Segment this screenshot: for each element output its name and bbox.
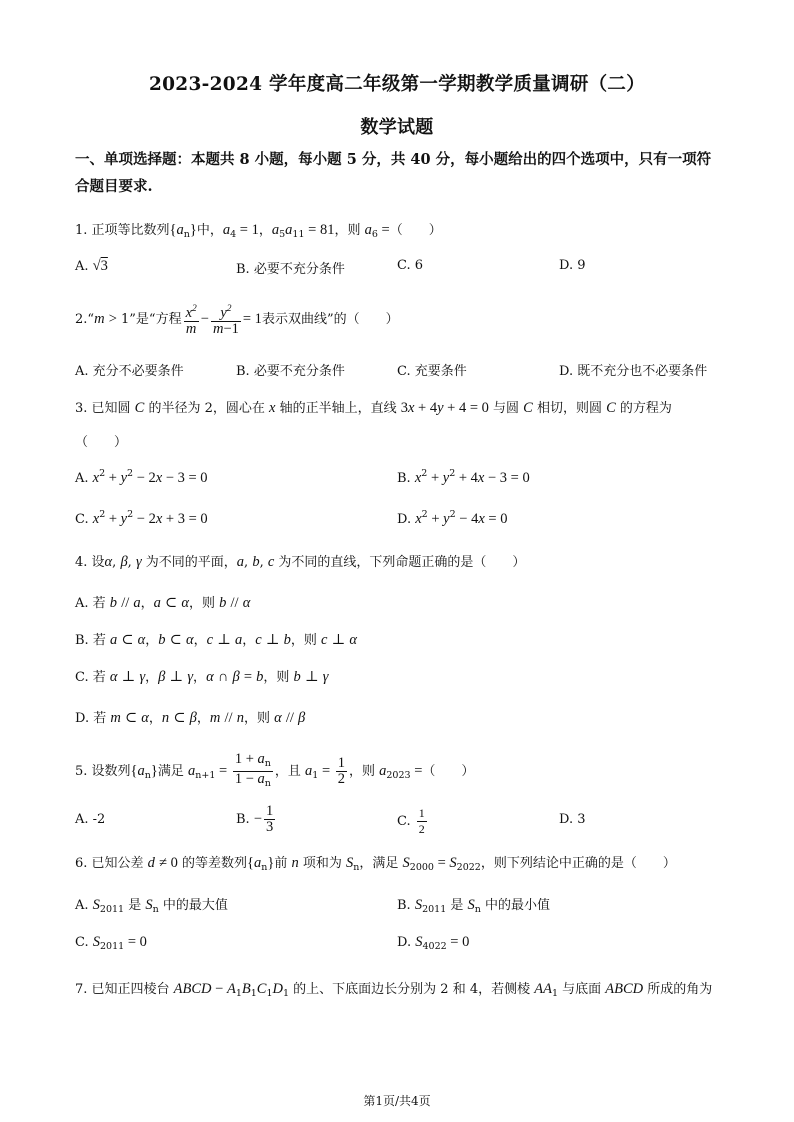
q1-option-a: A. √3: [75, 258, 108, 274]
q4-option-a: A. 若 b // a，a ⊂ α，则 b // α: [75, 595, 251, 611]
q4-option-b: B. 若 a ⊂ α，b ⊂ α，c ⊥ a，c ⊥ b，则 c ⊥ α: [75, 632, 357, 648]
q5-option-b: B. − $\frac{1}{3}$: [236, 803, 274, 835]
q6-option-a: A. $S_{2011}$ 是 $S_n$ 中的最大值: [75, 897, 228, 915]
q3-option-b: B. $x^2 + y^2 + 4x - 3 = 0$: [397, 468, 530, 486]
q1-option-c: C. 6: [397, 258, 424, 273]
section-heading: 一、单项选择题：本题共 8 小题，每小题 5 分，共 40 分，每小题给出的四个选项中，只有一项符合题目要求.: [75, 151, 712, 195]
question-3-bracket: （ ）: [75, 435, 128, 450]
question-3: 3. 已知圆 C 的半径为 2，圆心在 x 轴的正半轴上，直线 3x + 4y + 4 = 0 与圆 C 相切，则圆 C 的方程为: [75, 400, 672, 416]
q4-option-c: C. 若 α ⊥ γ，β ⊥ γ，α ∩ β = b，则 b ⊥ γ: [75, 669, 329, 685]
question-5: 5. 设数列$\{a_n\}$满足 $a_{n+1}$ = $\frac{1 + a_n}{1 - a_n}$ ，且 $a_1$ = $\frac{1}{2}$ ，则 $a_{2023}$ =（ ）: [75, 751, 475, 789]
q5-option-a: A. -2: [75, 812, 106, 827]
q3-option-a: A. $x^2 + y^2 - 2x - 3 = 0$: [75, 468, 208, 486]
q2-option-b: B. 必要不充分条件: [236, 364, 345, 379]
q3-option-c: C. $x^2 + y^2 - 2x + 3 = 0$: [75, 509, 208, 527]
q1-option-b: B. 必要不充分条件: [236, 262, 345, 277]
q5-option-c: C. $\frac{1}{2}$: [397, 806, 425, 836]
question-4: 4. 设α, β, γ 为不同的平面，a, b, c 为不同的直线，下列命题正确的是（ ）: [75, 554, 526, 570]
q2-option-d: D. 既不充分也不必要条件: [559, 364, 708, 379]
page-footer: 第1页/共4页: [363, 1094, 431, 1108]
q6-option-d: D. $S_{4022} = 0$: [397, 934, 470, 952]
question-1-stem: 1. 正项等比数列$\{a_n\}$中，$a_4 = 1$，$a_5a_{11} = 81$，则 $a_6$ =（ ）: [75, 222, 442, 240]
question-7: 7. 已知正四棱台 ABCD − $A_1B_1C_1D_1$ 的上、下底面边长分别为 2 和 4，若侧棱 $AA_1$ 与底面 ABCD 所成的角为: [75, 981, 713, 999]
q2-option-c: C. 充要条件: [397, 364, 467, 379]
question-2: 2.“m > 1”是“方程 $\frac{x^2}{m}$ − $\frac{y^2}{m-1}$ = 1表示双曲线”的（ ）: [75, 304, 399, 337]
q3-option-d: D. $x^2 + y^2 - 4x = 0$: [397, 509, 508, 527]
q4-option-d: D. 若 m ⊂ α，n ⊂ β，m // n，则 α // β: [75, 710, 306, 726]
exam-subtitle: 数学试题: [360, 117, 434, 138]
q6-option-b: B. $S_{2011}$ 是 $S_n$ 中的最小值: [397, 897, 551, 915]
q5-option-d: D. 3: [559, 812, 586, 827]
q2-option-a: A. 充分不必要条件: [75, 364, 184, 379]
question-1: [75, 219, 442, 240]
q6-option-c: C. $S_{2011} = 0$: [75, 934, 147, 952]
question-6: 6. 已知公差 d ≠ 0 的等差数列$\{a_n\}$前 n 项和为 $S_n$，满足 $S_{2000} = S_{2022}$，则下列结论中正确的是（ ）: [75, 855, 676, 873]
q1-option-d: D. 9: [559, 258, 586, 273]
exam-title: 2023-2024 学年度高二年级第一学期教学质量调研（二）: [148, 74, 646, 95]
